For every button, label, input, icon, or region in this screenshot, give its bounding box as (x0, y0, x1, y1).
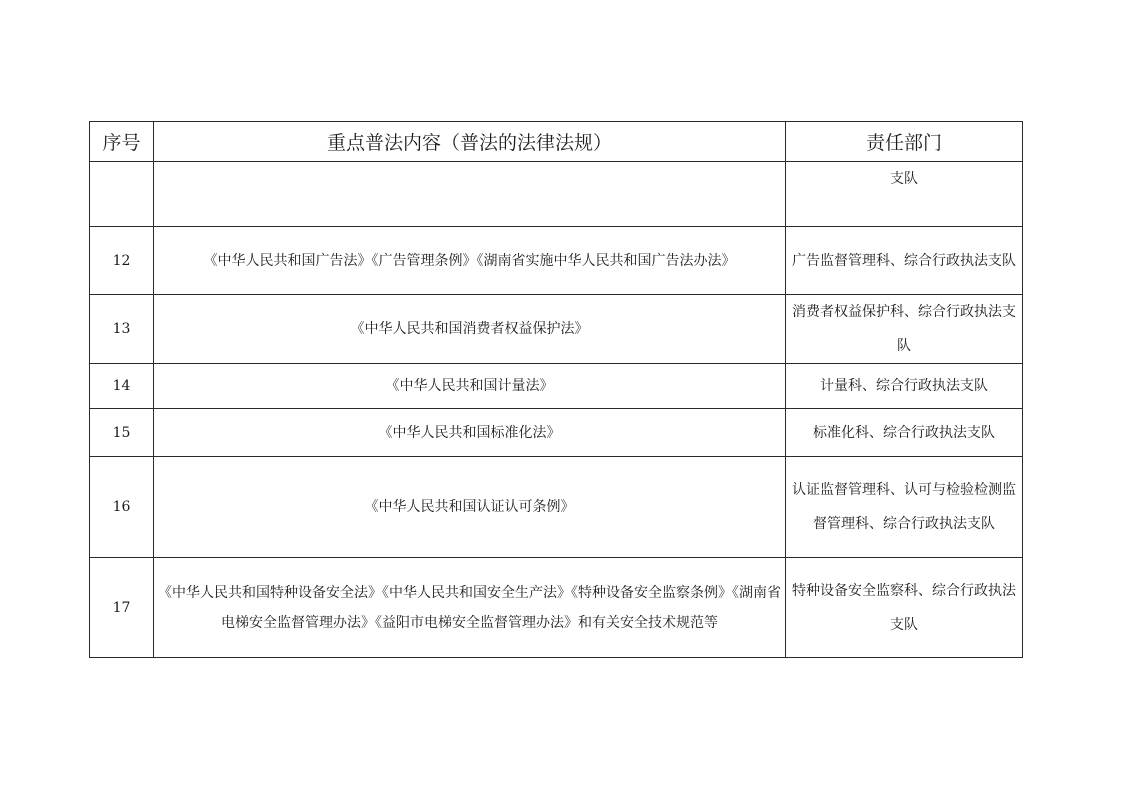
row-content: 《中华人民共和国认证认可条例》 (154, 457, 786, 558)
table-row (90, 162, 1023, 227)
row-dept: 广告监督管理科、综合行政执法支队 (786, 227, 1023, 295)
header-no: 序号 (90, 122, 154, 162)
row-no: 15 (90, 409, 154, 457)
table-row (90, 295, 1023, 364)
row-dept: 消费者权益保护科、综合行政执法支队 (786, 295, 1023, 364)
row-dept: 支队 (786, 162, 1023, 227)
header-content: 重点普法内容（普法的法律法规） (154, 122, 786, 162)
table-row (90, 558, 1023, 658)
row-dept: 认证监督管理科、认可与检验检测监督管理科、综合行政执法支队 (786, 457, 1023, 558)
law-table (89, 121, 1023, 658)
row-content: 《中华人民共和国广告法》《广告管理条例》《湖南省实施中华人民共和国广告法办法》 (154, 227, 786, 295)
row-no: 17 (90, 558, 154, 658)
row-no (90, 162, 154, 227)
row-content: 《中华人民共和国消费者权益保护法》 (154, 295, 786, 364)
row-dept: 计量科、综合行政执法支队 (786, 364, 1023, 409)
row-no: 14 (90, 364, 154, 409)
table-header-row (90, 122, 1023, 162)
table-row (90, 364, 1023, 409)
row-no: 13 (90, 295, 154, 364)
row-content (154, 162, 786, 227)
row-no: 16 (90, 457, 154, 558)
header-dept: 责任部门 (786, 122, 1023, 162)
row-dept: 标准化科、综合行政执法支队 (786, 409, 1023, 457)
table-row (90, 227, 1023, 295)
row-content: 《中华人民共和国标准化法》 (154, 409, 786, 457)
row-content: 《中华人民共和国计量法》 (154, 364, 786, 409)
row-no: 12 (90, 227, 154, 295)
table-row (90, 457, 1023, 558)
table-row (90, 409, 1023, 457)
row-dept: 特种设备安全监察科、综合行政执法支队 (786, 558, 1023, 658)
row-content: 《中华人民共和国特种设备安全法》《中华人民共和国安全生产法》《特种设备安全监察条例》《湖南省电梯安全监督管理办法》《益阳市电梯安全监督管理办法》和有关安全技术规范等 (154, 558, 786, 658)
